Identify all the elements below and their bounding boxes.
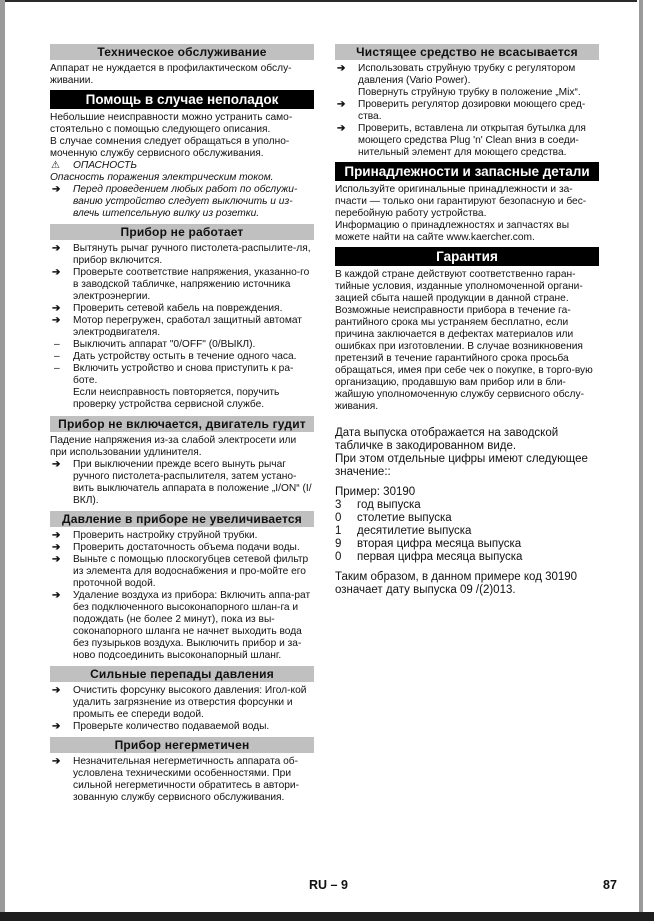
heading-pressure-fluctuations: Сильные перепады давления — [50, 666, 314, 682]
list-item: ➔ Очистить форсунку высокого давления: Игол-кой удалить загрязнение из отверстия форсунки и промыть ее спереди водой. — [52, 685, 307, 720]
code-row: 0 столетие выпуска — [335, 512, 452, 524]
list-item: ➔ Проверить регулятор дозировки моющего сред-ства. — [337, 99, 586, 122]
arrow-icon: ➔ — [52, 243, 61, 254]
list-item: ➔ Выньте с помощью плоскогубцев сетевой фильтр из элемента для водоснабжения и про-мойте его проточной водой. — [52, 554, 309, 589]
troubleshooting-intro-1: Небольшие неисправности можно устранить само-стоятельно с помощью следующего описания. — [50, 112, 293, 135]
arrow-icon: ➔ — [52, 315, 61, 326]
dash-icon: – — [54, 339, 60, 350]
list-item: ➔ Вытянуть рычаг ручного пистолета-распылите-ля, прибор включится. — [52, 243, 311, 266]
list-item: ➔ Удаление воздуха из прибора: Включить аппа-рат без подключенного высоконапорного шлан-га и подождать (не более 2 минут), пока из вы-соконапорного шланга не начнет выходить вода без пузырьков воздуха. Выключить прибор и за-ново подсоединить высоконапорный шланг. — [52, 590, 311, 661]
list-item: ➔ Проверить сетевой кабель на повреждения. — [52, 303, 283, 314]
arrow-icon: ➔ — [52, 459, 61, 470]
viewer-right-border — [637, 0, 654, 912]
heading-no-pressure: Давление в приборе не увеличивается — [50, 511, 314, 527]
list-item: ➔ Проверить, вставлена ли открытая бутылка для моющего средства Plug 'n' Clean вниз в соеди-нительный элемент для моющего средства. — [337, 123, 586, 158]
arrow-icon: ➔ — [337, 99, 346, 110]
date-code-intro-2: При этом отдельные цифры имеют следующее значение:: — [335, 453, 588, 478]
detergent-note: Повернуть струйную трубку в положение „Mix“. — [358, 87, 581, 98]
heading-troubleshooting: Помощь в случае неполадок — [50, 90, 314, 109]
troubleshooting-intro-2: В случае сомнения следует обращаться в уполно-моченную службу сервисного обслуживания. — [50, 136, 290, 159]
arrow-icon: ➔ — [52, 303, 61, 314]
code-row: 3 год выпуска — [335, 499, 421, 511]
arrow-icon: ➔ — [52, 756, 61, 767]
code-row: 9 вторая цифра месяца выпуска — [335, 538, 522, 550]
not-working-note: Если неисправность повторяется, поручить проверку устройства сервисной службе. — [73, 387, 280, 410]
arrow-icon: ➔ — [52, 184, 61, 195]
dash-icon: – — [54, 351, 60, 362]
list-item: – Дать устройству остыть в течение одного часа. — [54, 351, 297, 362]
arrow-icon: ➔ — [52, 542, 61, 553]
date-code-intro-1: Дата выпуска отображается на заводской табличке в закодированном виде. — [335, 427, 559, 452]
danger-step: ➔ Перед проведением любых работ по обслужи-ванию устройство следует выключить и из-влечь штепсельную вилку из розетки. — [52, 184, 298, 219]
arrow-icon: ➔ — [337, 123, 346, 134]
accessories-text-1: Используйте оригинальные принадлежности и за-пчасти — только они гарантируют безопасную и бес-перебойную работу устройства. — [335, 184, 587, 219]
arrow-icon: ➔ — [52, 554, 61, 565]
arrow-icon: ➔ — [52, 685, 61, 696]
heading-warranty: Гарантия — [335, 247, 599, 266]
arrow-icon: ➔ — [52, 721, 61, 732]
heading-maintenance: Техническое обслуживание — [50, 44, 314, 60]
date-code-example: Пример: 30190 — [335, 486, 416, 498]
heading-not-working: Прибор не работает — [50, 224, 314, 240]
list-item: ➔ Проверьте количество подаваемой воды. — [52, 721, 270, 732]
scrollbar[interactable] — [639, 0, 643, 912]
list-item: ➔ При выключении прежде всего вынуть рычаг ручного пистолета-распылителя, затем устано-вить выключатель аппарата в положение „I/ON“ (I/ВКЛ). — [52, 459, 312, 506]
warning-icon: ⚠ — [51, 160, 61, 171]
arrow-icon: ➔ — [337, 63, 346, 74]
arrow-icon: ➔ — [52, 267, 61, 278]
dash-icon: – — [54, 363, 60, 374]
list-item: – Включить устройство и снова приступить к ра-боте. — [54, 363, 294, 386]
accessories-text-2: Информацию о принадлежностях и запчастях вы можете найти на сайте www.kaercher.com. — [335, 220, 570, 243]
list-item: – Выключить аппарат "0/OFF" (0/ВЫКЛ). — [54, 339, 256, 350]
page-number: 87 — [603, 878, 617, 892]
code-row: 1 десятилетие выпуска — [335, 525, 472, 537]
list-item: ➔ Проверить достаточность объема подачи воды. — [52, 542, 300, 553]
heading-motor-hums: Прибор не включается, двигатель гудит — [50, 416, 314, 432]
date-code-section — [335, 427, 599, 597]
warranty-text: В каждой стране действуют соответственно гаран-тийные условия, изданные уполномоченной органи-зацией сбыта нашей продукции в данной стране. Возможные неисправности прибора в течение га-рантийного срока мы устраняем бесплатно, если причина заключается в дефектах материалов или ошибках при изготовлении. В случае возникновения претензий в течение гарантийного срока просьба обращаться, имея при себе чек о покупке, в торго-вую организацию, продавшую вам прибор или в бли-жайшую уполномоченную службу сервисного обслу-живания. — [335, 269, 593, 412]
list-item: ➔ Проверьте соответствие напряжения, указанно-го в заводской табличке, напряжению источника электроэнергии. — [52, 267, 310, 302]
heading-detergent: Чистящее средство не всасывается — [335, 44, 599, 60]
viewer-bottom-bar — [0, 912, 654, 921]
arrow-icon: ➔ — [52, 530, 61, 541]
list-item: ➔ Использовать струйную трубку с регулятором давления (Vario Power). — [337, 63, 576, 86]
date-code-conclusion: Таким образом, в данном примере код 30190 означает дату выпуска 09 /(2)013. — [335, 571, 578, 596]
motor-hums-text: Падение напряжения из-за слабой электросети или при использовании удлинителя. — [50, 435, 297, 458]
right-column — [335, 42, 599, 597]
danger-text: Опасность поражения электрическим током. — [50, 172, 274, 183]
left-column — [50, 42, 314, 804]
list-item: ➔ Проверить настройку струйной трубки. — [52, 530, 258, 541]
arrow-icon: ➔ — [52, 590, 61, 601]
danger-label: ⚠ ОПАСНОСТЬ — [51, 160, 138, 171]
list-item: ➔ Мотор перегружен, сработал защитный автомат электродвигателя. — [52, 315, 302, 338]
heading-leaking: Прибор негерметичен — [50, 737, 314, 753]
code-row: 0 первая цифра месяца выпуска — [335, 551, 523, 563]
footer-section-label: RU – 9 — [309, 878, 348, 892]
list-item: ➔ Незначительная негерметичность аппарата об-условлена техническими особенностями. При сильной негерметичности обратитесь в автори-зованную службу сервисного обслуживания. — [52, 756, 300, 803]
maintenance-text: Аппарат не нуждается в профилактическом обслу-живании. — [50, 63, 292, 86]
heading-accessories: Принадлежности и запасные детали — [335, 162, 599, 181]
